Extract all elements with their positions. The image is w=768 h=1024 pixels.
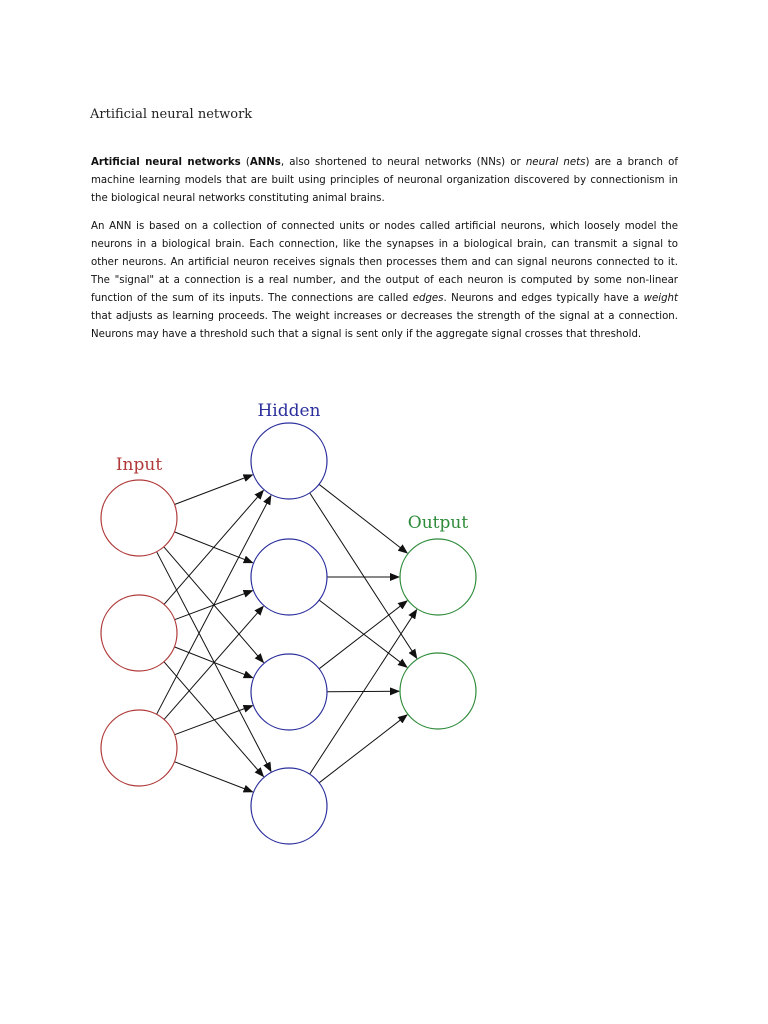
term-weight: weight [643, 293, 678, 304]
input-layer-label: Input [115, 455, 163, 475]
paragraph-intro: Artificial neural networks (ANNs, also shortened to neural networks (NNs) or neural nets) are a branch of machine learning models that are built using principles of neuronal organization discovered by connectionism in the biological neural networks constituting animal brains. [91, 157, 678, 204]
edge-hidden-3-output-1 [319, 601, 407, 669]
neuron-nodes [101, 423, 476, 844]
output-neuron-1 [400, 539, 476, 615]
edge-input-3-hidden-4 [174, 762, 252, 792]
edge-input-3-hidden-3 [175, 706, 253, 735]
edge-input-3-hidden-2 [164, 606, 263, 719]
term-anns: ANNs [249, 157, 281, 168]
term-ann: Artificial neural networks [91, 157, 241, 168]
edge-hidden-2-output-2 [319, 600, 407, 667]
hidden-neuron-1 [251, 423, 327, 499]
input-neuron-1 [101, 480, 177, 556]
neural-network-diagram [0, 380, 768, 860]
edge-hidden-4-output-2 [319, 715, 407, 783]
hidden-neuron-4 [251, 768, 327, 844]
document-title: Artificial neural network [90, 107, 253, 122]
hidden-neuron-2 [251, 539, 327, 615]
input-neuron-3 [101, 710, 177, 786]
edge-input-1-hidden-1 [175, 475, 253, 505]
term-edges: edges [412, 293, 444, 304]
edge-input-2-hidden-4 [164, 662, 264, 777]
output-neuron-2 [400, 653, 476, 729]
input-neuron-2 [101, 595, 177, 671]
hidden-layer-label: Hidden [257, 401, 321, 421]
hidden-neuron-3 [251, 654, 327, 730]
output-layer-label: Output [407, 513, 469, 533]
edge-input-2-hidden-1 [164, 490, 263, 604]
paragraph-description: An ANN is based on a collection of connected units or nodes called artificial neurons, which loosely model the neurons in a biological brain. Each connection, like the synapses in a biological brain, can transmit a signal to other neurons. An artificial neuron receives signals then processes them and can signal neurons connected to it. The "signal" at a connection is a real number, and the output of each neuron is computed by some non-linear function of the sum of its inputs. The connections are called edges. Neurons and edges typically have a weight that adjusts as learning proceeds. The weight increases or decreases the strength of the signal at a connection. Neurons may have a threshold such that a signal is sent only if the aggregate signal crosses that threshold. [91, 221, 678, 340]
term-neural-nets: neural nets [525, 157, 586, 168]
connection-edges [157, 475, 417, 792]
edge-hidden-1-output-1 [319, 484, 407, 553]
